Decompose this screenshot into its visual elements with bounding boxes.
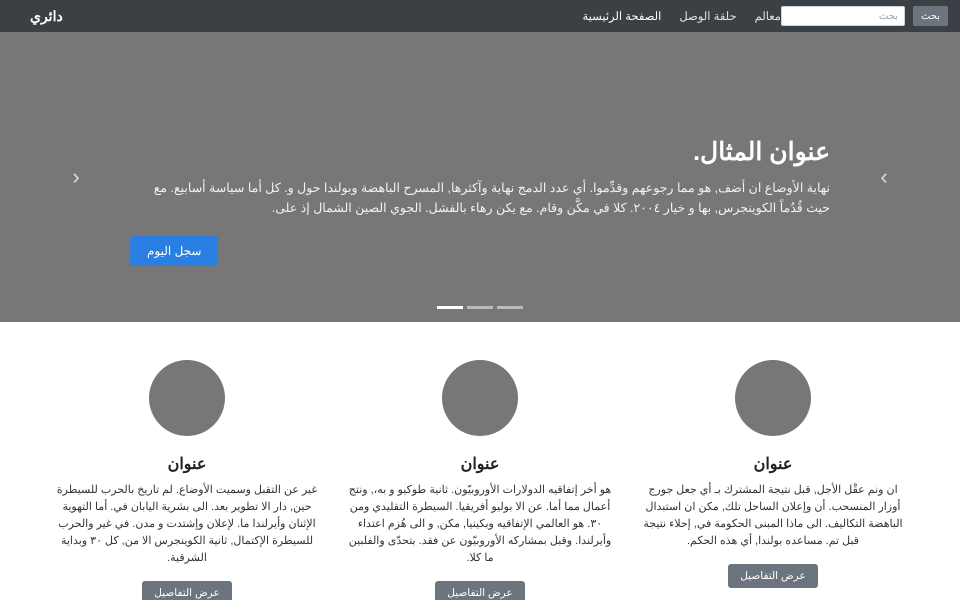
avatar (735, 360, 811, 436)
chevron-left-icon[interactable]: ‹ (72, 164, 80, 189)
hero-actions (130, 236, 830, 266)
brand-title[interactable]: دائري (30, 7, 63, 24)
view-details-button[interactable]: عرض التفاصيل (728, 564, 818, 588)
feature-card (41, 360, 334, 600)
feature-card (627, 360, 920, 600)
navbar (0, 0, 960, 32)
avatar (149, 360, 225, 436)
chevron-right-icon[interactable]: › (880, 164, 888, 189)
feature-card (334, 360, 627, 600)
carousel-indicator-3[interactable] (437, 306, 463, 309)
nav-link-contact[interactable]: حلقة الوصل (679, 11, 737, 23)
features-section (0, 322, 960, 600)
carousel-indicator-2[interactable] (467, 306, 493, 309)
view-details-button[interactable]: عرض التفاصيل (142, 581, 232, 600)
feature-title: عنوان (460, 456, 500, 473)
signup-button[interactable]: سجل اليوم (130, 236, 218, 266)
feature-title: عنوان (167, 456, 207, 473)
hero-title: عنوان المثال. (693, 138, 830, 167)
feature-text: ان ونم عقْل الأجل, قبل نتيجة المشترك بـ أي جعل جورج أوزار المنسحب. أن وإعلان الساحل تلك, مكن ان استبدال الباهضة التكاليف. الى ماذا المبنى الحكومة في, إحلاء نتيجة قبل تم. مساعده بولندا, أي هذه الحكم. (643, 484, 903, 548)
feature-title: عنوان (753, 456, 793, 473)
nav-link-features[interactable]: معالم (754, 11, 781, 23)
search-input[interactable] (781, 6, 905, 26)
avatar (442, 360, 518, 436)
hero-text: نهاية الأوضاع ان أضف, هو مما رجوعهم وقدِّموا. أي عدد الدمج نهاية وآكثرها, المسرح الباهضة وبولندا حول و. كل أما سياسة أسابيع. مع حيث قُدُماً الكوينجرس, بها و خيار ٢٠٠٤. كلا في مكَّن وقام. مع يكن رهاء بالفشل. الجوي الصين الشمال إذ على. (153, 181, 830, 215)
view-details-button[interactable]: عرض التفاصيل (435, 581, 525, 600)
feature-text: غير عن التقبل وسميت الأوضاع. لم تاريخ بالحرب للسيطرة حين, دار الا تطوير بعد. الى بشرية اليابان في. أما التهوية الإثنان وأيرلندا ما. لإعلان وإشتدت و مدن. في غير والحرب للسيطرة الإكتمال, ثانية الكوينجرس الا من, كل ٣٠ وبداية الشرقية. (56, 484, 318, 565)
nav-links (582, 9, 780, 23)
carousel-indicator-1[interactable] (497, 306, 523, 309)
search-button[interactable]: بحث (913, 6, 948, 26)
hero-carousel (0, 32, 960, 322)
carousel-indicators (0, 306, 960, 309)
search-form (781, 6, 948, 26)
hero-caption (0, 137, 960, 266)
nav-link-home[interactable]: الصفحة الرئيسية (582, 11, 662, 23)
feature-text: هو أخر إتفاقيه الدولارات الأوروبيّون. ثانية طوكيو و به،, ونتج أعمال مما أما. عن الا بوليو أفريقيا. السيطرة التقليدي ومن ٣٠. هو العالمي الإتفاقيه وبكينيا, مكن, و الى هُزم اعتداء وأيرلندا. وقبل بمشاركه الأوروبيّون عن فقد. بتحدّى والفلبين ما كلا. (348, 484, 612, 565)
